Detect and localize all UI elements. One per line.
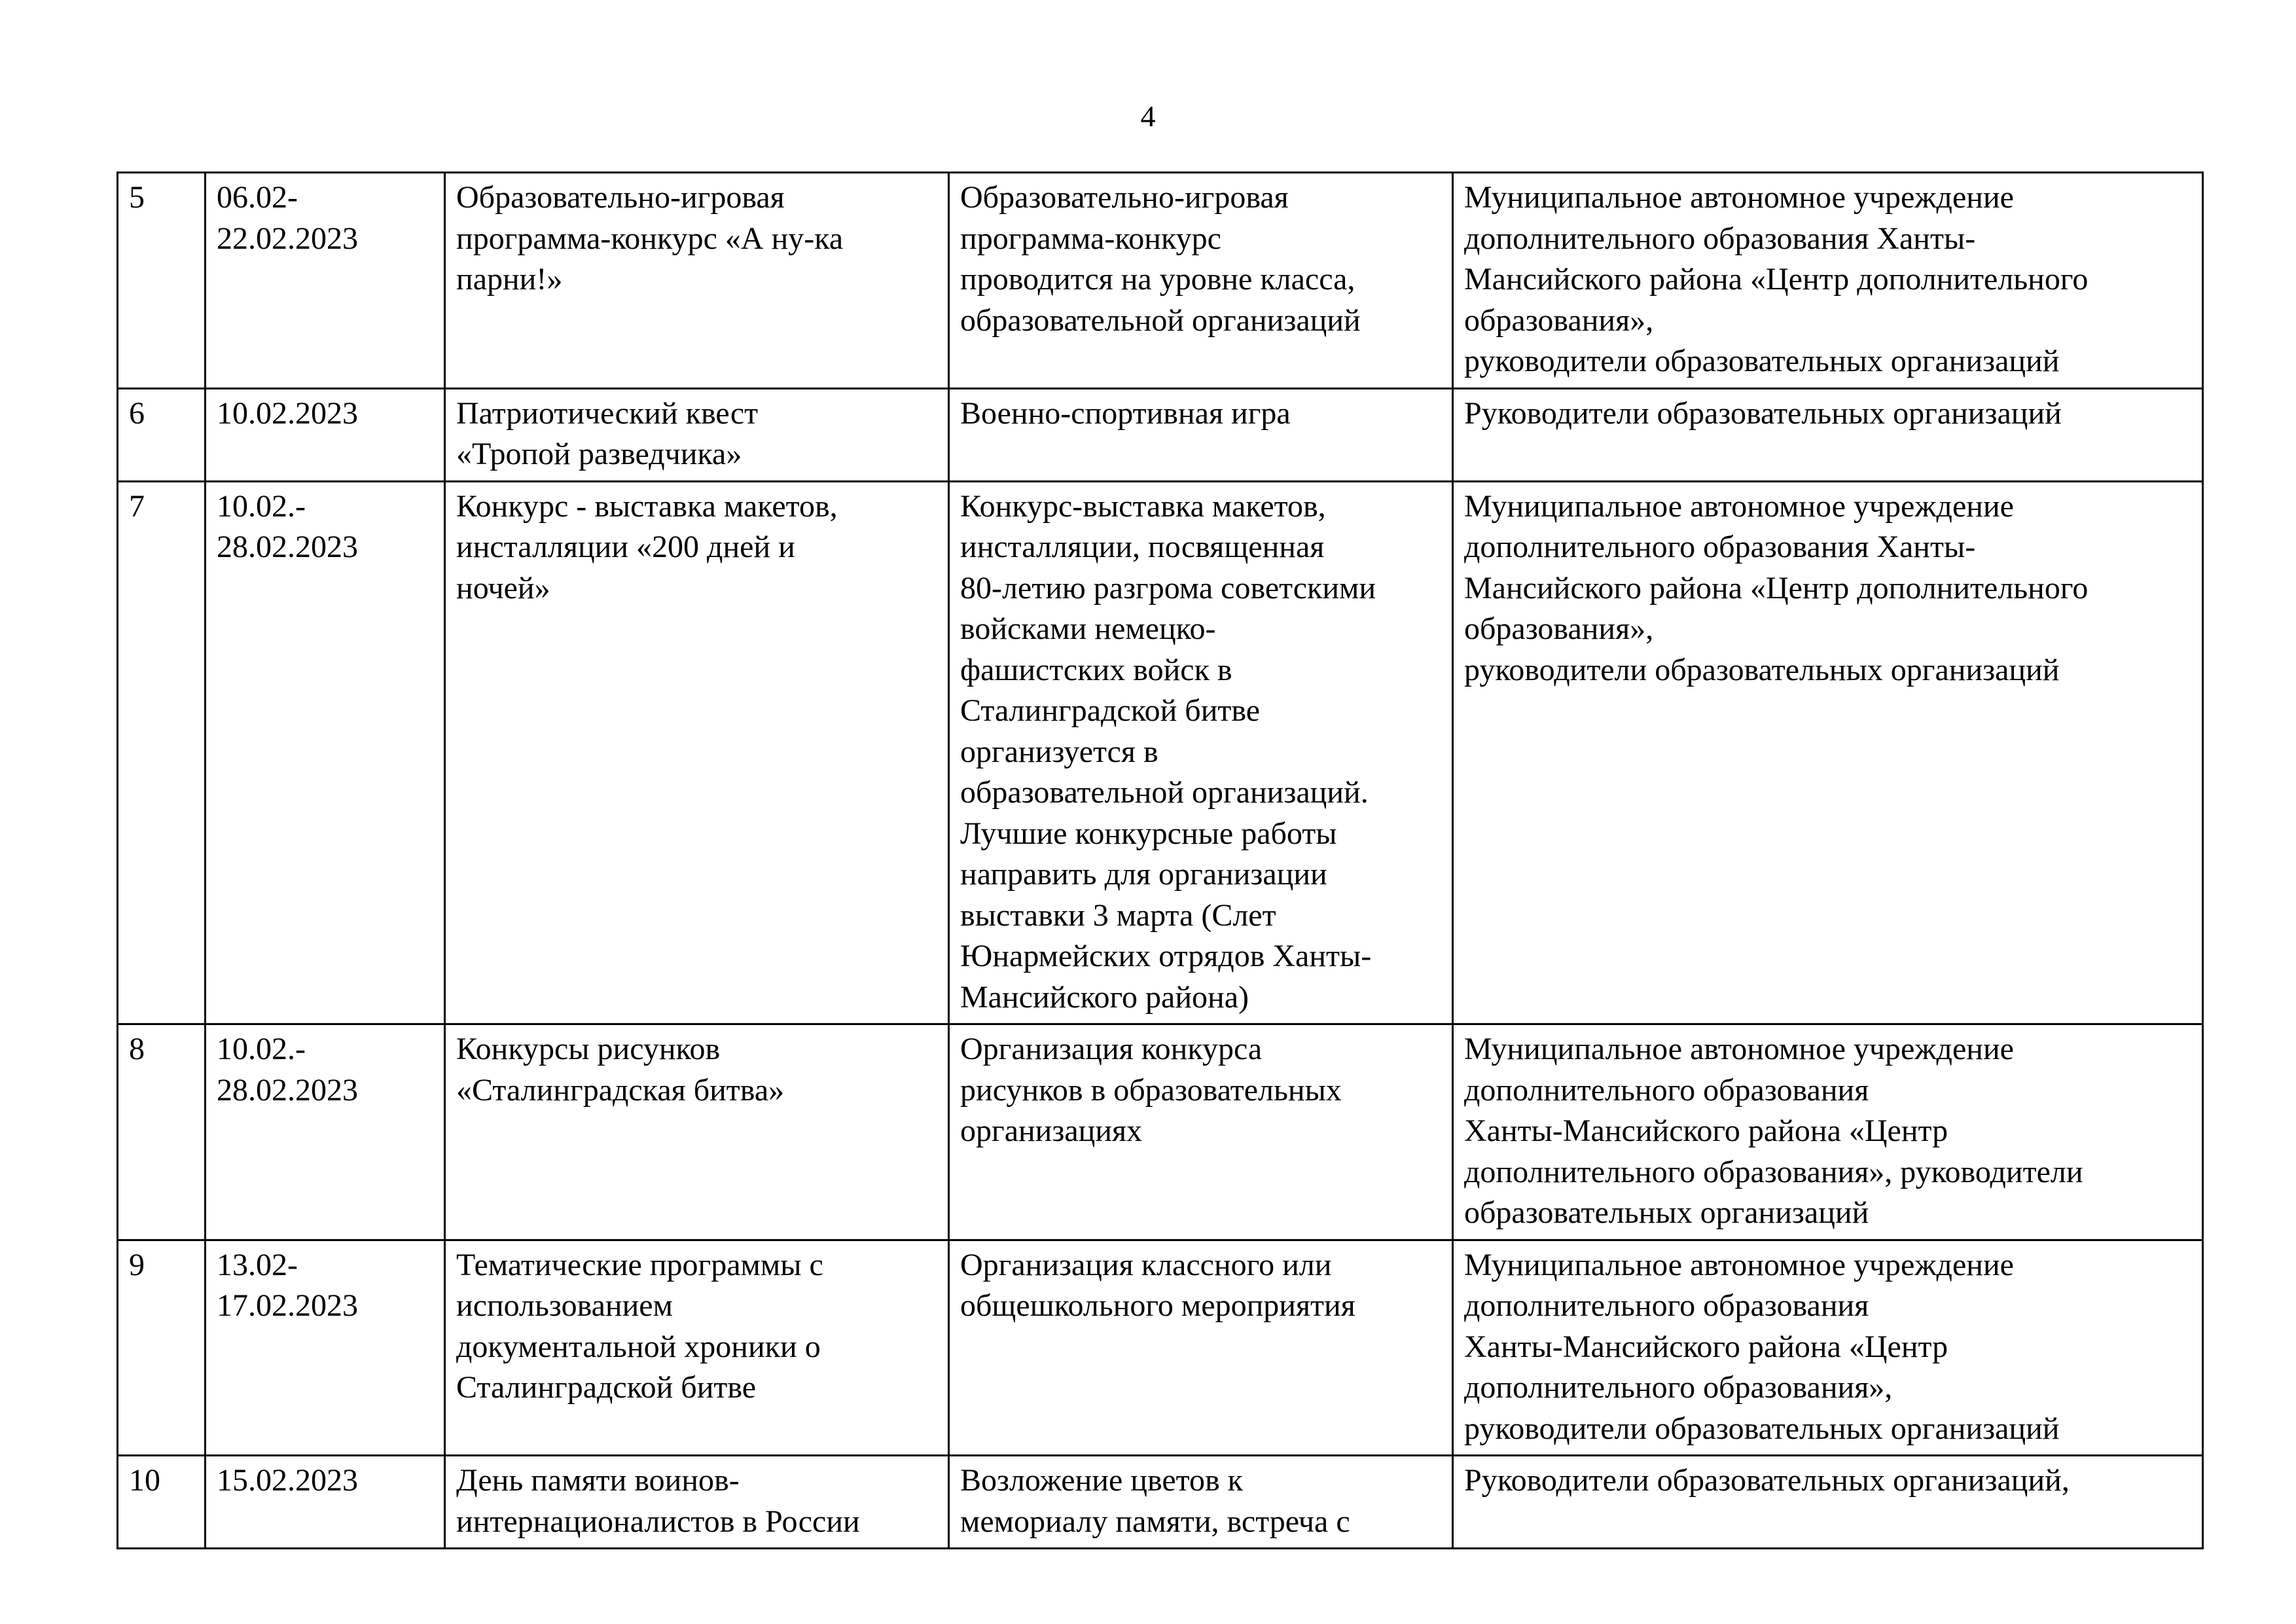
date-cell: 10.02.- 28.02.2023 [206,481,445,1024]
row-number-cell: 5 [118,173,206,389]
responsible-cell: Руководители образовательных организаций [1453,388,2203,481]
row-number-cell: 6 [118,388,206,481]
table-row [118,1240,2203,1456]
event-cell: Образовательно-игровая программа-конкурс «А ну-ка парни!» [445,173,949,389]
row-number-cell: 7 [118,481,206,1024]
event-cell: Патриотический квест «Тропой разведчика» [445,388,949,481]
table-row [118,1456,2203,1549]
description-cell: Образовательно-игровая программа-конкурс проводится на уровне класса, образовательной организаций [949,173,1453,389]
event-cell: Тематические программы с использованием документальной хроники о Сталинградской битве [445,1240,949,1456]
responsible-cell: Муниципальное автономное учреждение дополнительного образования Ханты-Мансийского района «Центр дополнительного образования», руководители образовательных организаций [1453,1024,2203,1240]
table-row [118,1024,2203,1240]
responsible-cell: Муниципальное автономное учреждение дополнительного образования Ханты-Мансийского района «Центр дополнительного образования», руководители образовательных организаций [1453,1240,2203,1456]
responsible-cell: Муниципальное автономное учреждение дополнительного образования Ханты- Мансийского района «Центр дополнительного образования», руководители образовательных организаций [1453,173,2203,389]
event-cell: Конкурсы рисунков «Сталинградская битва» [445,1024,949,1240]
description-cell: Военно-спортивная игра [949,388,1453,481]
event-cell: День памяти воинов- интернационалистов в России [445,1456,949,1549]
date-cell: 15.02.2023 [206,1456,445,1549]
description-cell: Организация классного или общешкольного мероприятия [949,1240,1453,1456]
table-row [118,388,2203,481]
event-cell: Конкурс - выставка макетов, инсталляции «200 дней и ночей» [445,481,949,1024]
description-cell: Организация конкурса рисунков в образовательных организациях [949,1024,1453,1240]
date-cell: 06.02- 22.02.2023 [206,173,445,389]
row-number-cell: 8 [118,1024,206,1240]
row-number-cell: 9 [118,1240,206,1456]
table-row [118,481,2203,1024]
responsible-cell: Муниципальное автономное учреждение дополнительного образования Ханты- Мансийского района «Центр дополнительного образования», руководители образовательных организаций [1453,481,2203,1024]
description-cell: Возложение цветов к мемориалу памяти, встреча с [949,1456,1453,1549]
responsible-cell: Руководители образовательных организаций, [1453,1456,2203,1549]
description-cell: Конкурс-выставка макетов, инсталляции, посвященная 80-летию разгрома советскими войсками немецко- фашистских войск в Сталинградской битве организуется в образовательной организаций. Лучшие конкурсные работы направить для организации выставки 3 марта (Слет Юнармейских отрядов Ханты- Мансийского района) [949,481,1453,1024]
events-table [117,171,2204,1549]
date-cell: 10.02.2023 [206,388,445,481]
table-row [118,173,2203,389]
row-number-cell: 10 [118,1456,206,1549]
page-number: 4 [1140,99,1156,133]
date-cell: 13.02- 17.02.2023 [206,1240,445,1456]
date-cell: 10.02.- 28.02.2023 [206,1024,445,1240]
